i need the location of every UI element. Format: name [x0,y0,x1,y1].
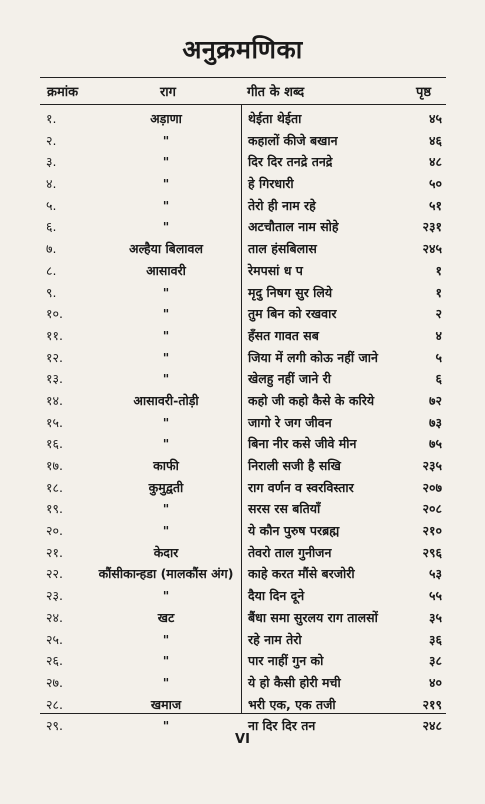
table-bottom-rule [40,713,446,714]
table-row [0,563,485,585]
table-row [0,238,485,260]
row-raag: " [162,631,170,647]
row-page: ३६ [428,631,442,647]
header-serial: क्रमांक [47,85,79,100]
table-row [0,108,485,130]
table-row [0,390,485,412]
row-geet: हँसत गावत सब [248,327,319,343]
row-page: ५ [435,349,442,365]
row-serial: २७. [46,674,63,690]
row-serial: ७. [46,241,57,257]
row-raag: खमाज [150,696,182,712]
row-geet: हे गिरधारी [248,176,294,192]
table-row [0,585,485,607]
row-geet: कहो जी कहो कैसे के करिये [248,392,375,408]
table-row [0,130,485,152]
table-row [0,303,485,325]
row-raag: कुमुद्वती [148,479,184,495]
row-geet: तेवरो ताल गुनीजन [248,544,332,560]
row-page: १ [435,262,442,278]
row-geet: रहे नाम तेरो [248,631,302,647]
row-serial: २३. [46,588,63,604]
row-page: ३५ [428,609,442,625]
row-geet: खेलहु नहीं जाने री [248,371,332,387]
row-raag: आसावरी-तोड़ी [133,392,199,408]
row-serial: २२. [46,566,63,582]
row-geet: अटचौताल नाम सोहे [248,219,339,235]
row-serial: १५. [46,414,63,430]
page-folio: VI [235,732,250,747]
row-page: २३१ [422,219,442,235]
row-page: ७५ [428,436,442,452]
table-row [0,325,485,347]
table-row [0,282,485,304]
row-page: ७३ [428,414,442,430]
row-serial: २४. [46,609,63,625]
row-geet: थेईता थेईता [248,111,302,126]
row-page: १ [435,284,442,300]
row-serial: २९. [46,718,63,734]
row-raag: " [162,653,170,669]
row-page: ४५ [428,111,442,126]
row-raag: " [162,197,170,213]
table-row [0,607,485,629]
table-row [0,694,485,716]
row-geet: ताल हंसबिलास [248,241,317,257]
row-raag: " [162,349,170,365]
table-row [0,433,485,455]
row-geet: राग वर्णन व स्वरविस्तार [248,479,354,495]
table-row [0,173,485,195]
row-geet: काहे करत मौंसे बरजोरी [248,566,355,582]
row-serial: ३. [46,154,57,170]
row-serial: ६. [46,219,57,235]
row-geet: दिर दिर तनद्रे तनद्रे [248,154,333,170]
table-row [0,260,485,282]
row-serial: १७. [46,458,63,473]
row-page: ४० [428,674,442,690]
table-row [0,455,485,477]
row-raag: " [162,327,170,343]
row-raag: आसावरी [146,262,186,278]
row-serial: १०. [46,306,63,322]
row-geet: तेरो ही नाम रहे [248,197,316,213]
row-geet: ये कौन पुरुष परब्रह्म [248,523,340,539]
row-raag: काफी [153,458,179,473]
row-page: २०७ [422,479,442,495]
table-row [0,520,485,542]
row-page: ५५ [428,588,442,604]
row-geet: जिया में लगी कोऊ नहीं जाने [248,349,378,365]
table-row [0,672,485,694]
row-page: ५१ [428,197,442,213]
row-geet: ना दिर दिर तन [248,718,316,734]
row-raag: " [162,371,170,387]
header-top-rule [40,77,446,78]
row-page: ४८ [428,154,442,170]
header-page: पृष्ठ [416,85,432,100]
table-row [0,216,485,238]
row-raag: " [162,501,170,517]
row-page: २४८ [422,718,442,734]
row-page: २ [435,306,442,322]
row-serial: १९. [46,501,63,517]
table-row [0,650,485,672]
index-table-body [0,108,485,737]
table-row [0,368,485,390]
row-raag: कौंसीकान्हडा (मालकौंस अंग) [98,566,234,582]
row-page: ५३ [428,566,442,582]
row-serial: १२. [46,349,63,365]
row-geet: ये हो कैसी होरी मची [248,674,341,690]
row-raag: " [162,219,170,235]
header-geet: गीत के शब्द [247,85,305,100]
row-raag: " [162,436,170,452]
row-page: ६ [435,371,442,387]
row-page: २१० [422,523,442,539]
row-geet: बिना नीर कसे जीवे मीन [248,436,357,452]
row-page: ४ [435,327,442,343]
row-raag: अड़ाणा [150,111,182,126]
row-geet: जागो रे जग जीवन [248,414,332,430]
row-serial: ८. [46,262,57,278]
row-raag: खट [157,609,175,625]
row-serial: १. [46,111,57,126]
table-row [0,151,485,173]
table-row [0,347,485,369]
row-serial: २५. [46,631,63,647]
header-raag: राग [159,85,176,100]
row-page: ३८ [428,653,442,669]
row-raag: " [162,674,170,690]
row-serial: २. [46,132,57,148]
row-geet: तुम बिन को रखवार [248,306,337,322]
row-serial: २८. [46,696,63,712]
row-geet: निराली सजी है सखि [248,458,341,473]
row-geet: भरी एक, एक तजी [248,696,336,712]
row-raag: अल्हैया बिलावल [129,241,203,257]
row-serial: २१. [46,544,63,560]
row-raag: " [162,154,170,170]
row-raag: " [162,176,170,192]
row-serial: २०. [46,523,63,539]
row-raag: " [162,284,170,300]
row-serial: ११. [46,327,63,343]
row-geet: कहालों कीजे बखान [248,132,338,148]
row-geet: रेमपसां ध प [248,262,303,278]
row-raag: " [162,132,170,148]
row-geet: सरस रस बतियाँ [248,501,321,517]
row-raag: " [162,306,170,322]
page-title: अनुक्रमणिका [182,35,303,64]
row-raag: " [162,523,170,539]
row-serial: २६. [46,653,63,669]
row-serial: १६. [46,436,63,452]
table-row [0,195,485,217]
row-page: ५० [428,176,442,192]
row-page: २४५ [422,241,442,257]
header-bottom-rule [40,104,446,105]
table-row [0,629,485,651]
row-raag: " [162,588,170,604]
row-serial: ९. [46,284,57,300]
row-geet: पार नाहीं गुन को [248,653,324,669]
row-page: २०८ [422,501,442,517]
row-page: ४६ [428,132,442,148]
row-serial: १८. [46,479,63,495]
row-geet: मृदु निषग सुर लिये [248,284,333,300]
row-page: २९६ [422,544,442,560]
table-row [0,477,485,499]
row-geet: बैंधा समा सुरलय राग तालसों [248,609,378,625]
row-raag: " [162,718,170,734]
row-serial: १३. [46,371,63,387]
row-geet: दैया दिन दूने [248,588,305,604]
row-serial: ५. [46,197,57,213]
row-page: २३५ [422,458,442,473]
table-row [0,412,485,434]
row-raag: केदार [153,544,179,560]
row-serial: ४. [46,176,57,192]
row-raag: " [162,414,170,430]
table-row [0,542,485,564]
row-serial: १४. [46,392,63,408]
table-row [0,498,485,520]
row-page: २१९ [422,696,442,712]
row-page: ७२ [428,392,442,408]
